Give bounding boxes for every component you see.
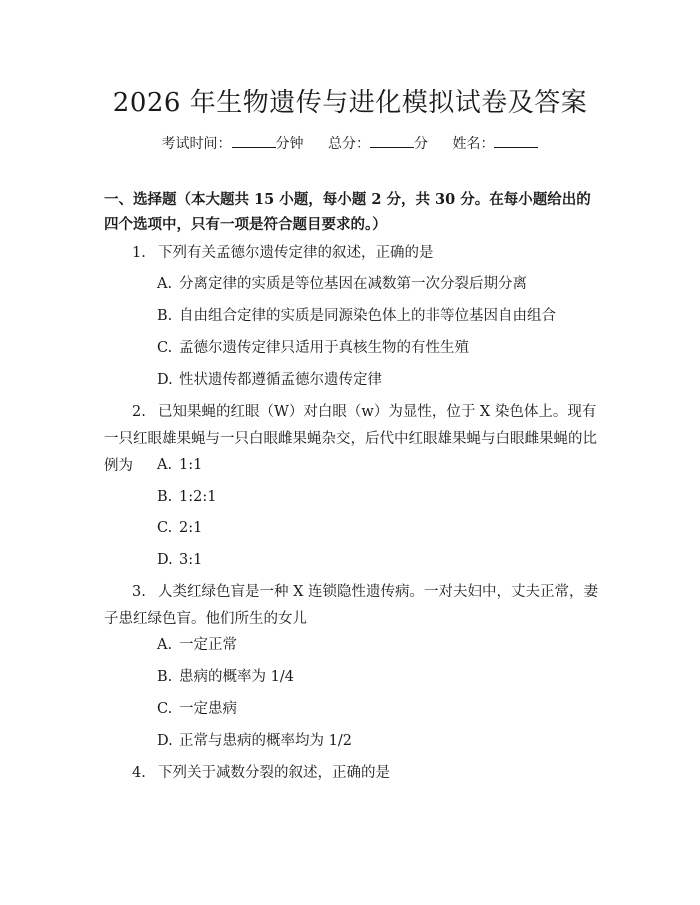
exam-name xyxy=(452,136,538,152)
score-blank xyxy=(370,135,414,148)
option-text: 一定患病 xyxy=(179,701,237,717)
score-label: 总分： xyxy=(328,136,370,152)
exam-time xyxy=(162,136,304,152)
option-letter: A. xyxy=(157,276,173,292)
question-number: 1. xyxy=(132,245,146,261)
option-1b xyxy=(157,306,556,326)
option-text: 2:1 xyxy=(179,520,203,536)
option-1a xyxy=(157,274,527,294)
name-blank xyxy=(494,135,538,148)
option-letter: B. xyxy=(157,489,173,505)
option-letter: B. xyxy=(157,308,173,324)
option-3d xyxy=(157,731,352,751)
option-2b xyxy=(157,487,216,507)
section-heading: 一、选择题（本大题共 15 小题，每小题 2 分，共 30 分。在每小题给出的四个选项中，只有一项是符合题目要求的。） xyxy=(104,191,591,233)
question-3 xyxy=(104,579,600,633)
option-text: 1:1 xyxy=(179,457,203,473)
option-text: 患病的概率为 1/4 xyxy=(179,669,294,685)
option-1d xyxy=(157,370,382,390)
option-text: 一定正常 xyxy=(179,637,237,653)
time-label: 考试时间： xyxy=(161,136,232,152)
question-number: 3. xyxy=(132,584,146,600)
option-letter: D. xyxy=(157,372,173,388)
option-2c xyxy=(157,518,202,538)
option-text: 自由组合定律的实质是同源染色体上的非等位基因自由组合 xyxy=(179,308,556,324)
exam-meta xyxy=(0,133,700,153)
option-letter: A. xyxy=(157,637,173,653)
time-blank xyxy=(232,135,276,148)
option-text: 性状遗传都遵循孟德尔遗传定律 xyxy=(179,372,382,388)
question-text: 已知果蝇的红眼（W）对白眼（w）为显性，位于 X 染色体上。现有一只红眼雄果蝇与一只白眼雌果蝇杂交，后代中红眼雄果蝇与白眼雌果蝇的比例为 xyxy=(104,404,597,474)
option-letter: B. xyxy=(157,669,173,685)
score-unit: 分 xyxy=(414,136,428,152)
option-3b xyxy=(157,667,294,687)
option-letter: C. xyxy=(157,701,173,717)
time-unit: 分钟 xyxy=(275,136,304,152)
exam-score xyxy=(328,136,428,152)
name-label: 姓名： xyxy=(452,136,495,152)
option-1c xyxy=(157,338,469,358)
option-text: 孟德尔遗传定律只适用于真核生物的有性生殖 xyxy=(179,340,469,356)
question-text: 下列有关孟德尔遗传定律的叙述，正确的是 xyxy=(158,245,434,261)
question-4 xyxy=(104,760,600,787)
question-number: 4. xyxy=(132,765,146,781)
option-letter: D. xyxy=(157,552,173,568)
option-2d xyxy=(157,550,202,570)
question-1 xyxy=(104,240,600,267)
option-text: 1:2:1 xyxy=(179,489,217,505)
question-text: 人类红绿色盲是一种 X 连锁隐性遗传病。一对夫妇中，丈夫正常，妻子患红绿色盲。他们所生的女儿 xyxy=(104,584,599,627)
option-2a xyxy=(157,455,202,475)
option-text: 分离定律的实质是等位基因在减数第一次分裂后期分离 xyxy=(179,276,527,292)
question-text: 下列关于减数分裂的叙述，正确的是 xyxy=(158,765,390,781)
option-3a xyxy=(157,635,237,655)
option-3c xyxy=(157,699,237,719)
option-letter: C. xyxy=(157,520,173,536)
question-number: 2. xyxy=(132,404,146,420)
option-text: 3:1 xyxy=(179,552,203,568)
page-title: 2026 年生物遗传与进化模拟试卷及答案 xyxy=(112,88,588,118)
option-letter: C. xyxy=(157,340,173,356)
option-letter: D. xyxy=(157,733,173,749)
option-text: 正常与患病的概率均为 1/2 xyxy=(179,733,352,749)
option-letter: A. xyxy=(157,457,173,473)
